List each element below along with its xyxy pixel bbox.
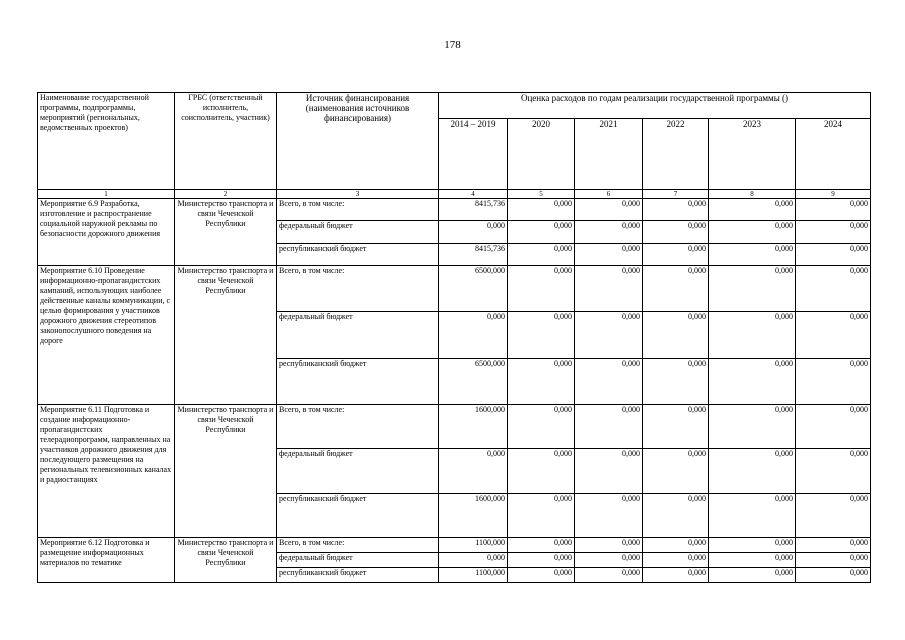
table-row — [38, 199, 871, 221]
amount-cell: 0,000 — [796, 221, 871, 243]
column-number: 5 — [508, 190, 575, 199]
amount-cell: 0,000 — [439, 312, 508, 358]
amount-cell: 0,000 — [439, 449, 508, 493]
amount-cell: 0,000 — [643, 493, 709, 537]
amount-cell: 0,000 — [575, 199, 643, 221]
amount-cell: 0,000 — [643, 538, 709, 553]
amount-cell: 0,000 — [575, 243, 643, 265]
measure-name: Мероприятие 6.11 Подготовка и создание информационно-пропагандистских телерадиопрограмм, направленных на участников дорожного движения для последующего размещения на региональных телевизионных каналах и радиостанциях — [38, 405, 175, 538]
funding-source: федеральный бюджет — [277, 553, 439, 568]
amount-cell: 0,000 — [796, 405, 871, 449]
grbs-name: Министерство транспорта и связи Чеченской Республики — [175, 538, 277, 583]
amount-cell: 0,000 — [709, 553, 796, 568]
amount-cell: 0,000 — [508, 538, 575, 553]
amount-cell: 0,000 — [709, 199, 796, 221]
header-year: 2020 — [508, 119, 575, 190]
amount-cell: 0,000 — [709, 405, 796, 449]
amount-cell: 0,000 — [643, 266, 709, 312]
amount-cell: 0,000 — [796, 538, 871, 553]
amount-cell: 0,000 — [508, 312, 575, 358]
amount-cell: 0,000 — [796, 312, 871, 358]
amount-cell: 0,000 — [709, 312, 796, 358]
amount-cell: 0,000 — [709, 568, 796, 583]
amount-cell: 0,000 — [575, 538, 643, 553]
amount-cell: 0,000 — [796, 449, 871, 493]
amount-cell: 0,000 — [796, 358, 871, 404]
amount-cell: 0,000 — [643, 312, 709, 358]
amount-cell: 0,000 — [439, 221, 508, 243]
header-year: 2021 — [575, 119, 643, 190]
amount-cell: 0,000 — [709, 538, 796, 553]
funding-source: республиканский бюджет — [277, 358, 439, 404]
amount-cell: 0,000 — [643, 553, 709, 568]
amount-cell: 0,000 — [575, 221, 643, 243]
funding-source: федеральный бюджет — [277, 449, 439, 493]
amount-cell: 0,000 — [575, 449, 643, 493]
funding-source: федеральный бюджет — [277, 312, 439, 358]
amount-cell: 0,000 — [709, 221, 796, 243]
amount-cell: 0,000 — [575, 312, 643, 358]
header-estimate: Оценка расходов по годам реализации государственной программы () — [439, 93, 871, 119]
amount-cell: 0,000 — [575, 266, 643, 312]
amount-cell: 0,000 — [439, 553, 508, 568]
column-number: 6 — [575, 190, 643, 199]
amount-cell: 0,000 — [575, 405, 643, 449]
header-year: 2023 — [709, 119, 796, 190]
amount-cell: 0,000 — [643, 568, 709, 583]
column-number: 1 — [38, 190, 175, 199]
amount-cell: 8415,736 — [439, 199, 508, 221]
amount-cell: 0,000 — [508, 221, 575, 243]
amount-cell: 6500,000 — [439, 358, 508, 404]
amount-cell: 0,000 — [796, 553, 871, 568]
grbs-name: Министерство транспорта и связи Чеченской Республики — [175, 266, 277, 405]
amount-cell: 6500,000 — [439, 266, 508, 312]
amount-cell: 0,000 — [796, 266, 871, 312]
amount-cell: 1600,000 — [439, 405, 508, 449]
funding-source: Всего, в том числе: — [277, 266, 439, 312]
funding-source: республиканский бюджет — [277, 243, 439, 265]
amount-cell: 1100,000 — [439, 568, 508, 583]
column-number: 8 — [709, 190, 796, 199]
amount-cell: 0,000 — [508, 405, 575, 449]
grbs-name: Министерство транспорта и связи Чеченской Республики — [175, 199, 277, 266]
amount-cell: 0,000 — [575, 553, 643, 568]
column-number: 3 — [277, 190, 439, 199]
amount-cell: 0,000 — [643, 221, 709, 243]
header-year: 2024 — [796, 119, 871, 190]
amount-cell: 0,000 — [796, 493, 871, 537]
amount-cell: 0,000 — [575, 568, 643, 583]
amount-cell: 0,000 — [796, 199, 871, 221]
amount-cell: 0,000 — [508, 568, 575, 583]
amount-cell: 8415,736 — [439, 243, 508, 265]
amount-cell: 0,000 — [508, 358, 575, 404]
column-number: 9 — [796, 190, 871, 199]
amount-cell: 0,000 — [796, 568, 871, 583]
column-number: 7 — [643, 190, 709, 199]
amount-cell: 0,000 — [508, 553, 575, 568]
amount-cell: 0,000 — [508, 199, 575, 221]
funding-source: республиканский бюджет — [277, 568, 439, 583]
amount-cell: 0,000 — [796, 243, 871, 265]
page-number: 178 — [444, 39, 461, 51]
header-year: 2014 – 2019 — [439, 119, 508, 190]
measure-name: Мероприятие 6.12 Подготовка и размещение информационных материалов по тематике — [38, 538, 175, 583]
amount-cell: 0,000 — [643, 449, 709, 493]
header-source: Источник финансирования (наименования источников финансирования) — [277, 93, 439, 190]
measure-name: Мероприятие 6.10 Проведение информационно-пропагандистских кампаний, использующих наиболее действенные каналы коммуникации, с целью формирования у участников дорожного движения стереотипов законопослушного поведения на дороге — [38, 266, 175, 405]
funding-source: республиканский бюджет — [277, 493, 439, 537]
amount-cell: 0,000 — [643, 199, 709, 221]
column-number: 4 — [439, 190, 508, 199]
funding-source: Всего, в том числе: — [277, 538, 439, 553]
amount-cell: 0,000 — [709, 449, 796, 493]
amount-cell: 0,000 — [709, 493, 796, 537]
header-measure: Наименование государственной программы, подпрограммы, мероприятий (региональных, ведомственных проектов) — [38, 93, 175, 190]
amount-cell: 0,000 — [508, 266, 575, 312]
measure-name: Мероприятие 6.9 Разработка, изготовление и распространение социальной наружной рекламы по безопасности дорожного движения — [38, 199, 175, 266]
amount-cell: 0,000 — [643, 405, 709, 449]
funding-source: федеральный бюджет — [277, 221, 439, 243]
table-row — [38, 405, 871, 449]
amount-cell: 0,000 — [508, 493, 575, 537]
amount-cell: 0,000 — [508, 243, 575, 265]
amount-cell: 0,000 — [709, 243, 796, 265]
header-grbs: ГРБС (ответственный исполнитель, соисполнитель, участник) — [175, 93, 277, 190]
table-row — [38, 538, 871, 553]
grbs-name: Министерство транспорта и связи Чеченской Республики — [175, 405, 277, 538]
column-number: 2 — [175, 190, 277, 199]
budget-table — [37, 92, 871, 583]
table-row — [38, 266, 871, 312]
amount-cell: 0,000 — [575, 358, 643, 404]
amount-cell: 0,000 — [575, 493, 643, 537]
funding-source: Всего, в том числе: — [277, 405, 439, 449]
funding-source: Всего, в том числе: — [277, 199, 439, 221]
amount-cell: 0,000 — [508, 449, 575, 493]
amount-cell: 1600,000 — [439, 493, 508, 537]
amount-cell: 0,000 — [709, 358, 796, 404]
header-year: 2022 — [643, 119, 709, 190]
amount-cell: 0,000 — [643, 358, 709, 404]
amount-cell: 0,000 — [643, 243, 709, 265]
amount-cell: 0,000 — [709, 266, 796, 312]
amount-cell: 1100,000 — [439, 538, 508, 553]
